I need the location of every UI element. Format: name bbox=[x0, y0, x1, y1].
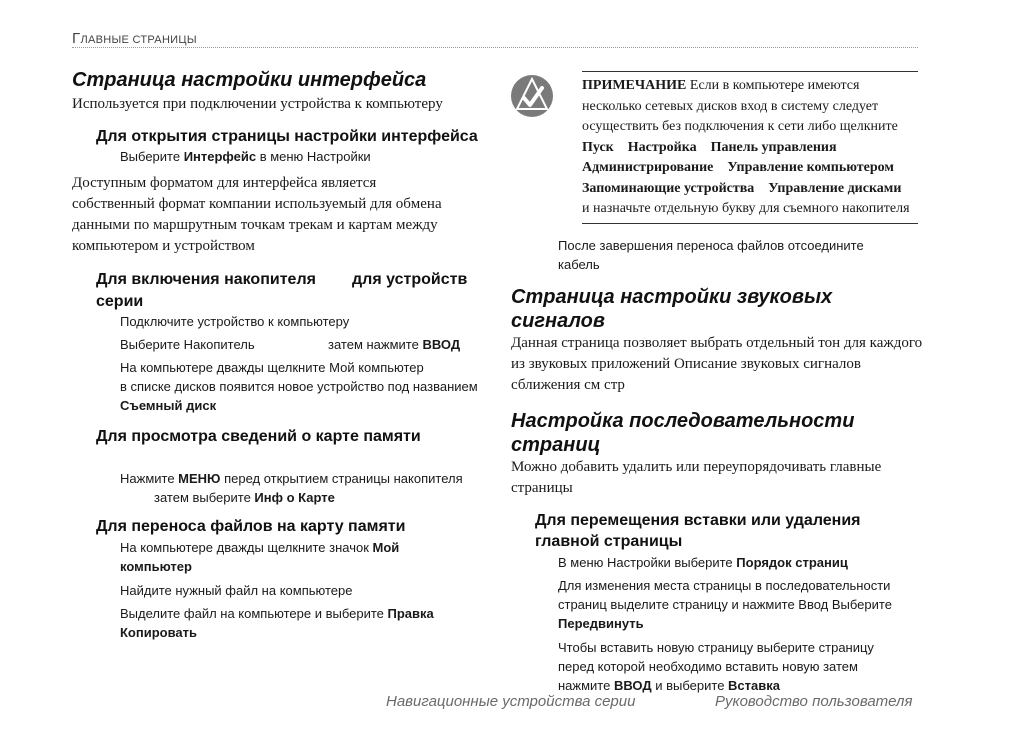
move-step-2b: страниц выделите страницу и нажмите Ввод Выберите bbox=[558, 597, 892, 612]
move-step-3a: Чтобы вставить новую страницу выберите страницу bbox=[558, 640, 874, 655]
note-line-7: и назначьте отдельную букву для съемного накопителя bbox=[582, 201, 910, 216]
sequence-body-line-2: страницы bbox=[511, 480, 573, 496]
transfer-heading: Для переноса файлов на карту памяти bbox=[96, 518, 406, 535]
storage-step-2a: Выберите Накопитель bbox=[120, 337, 255, 352]
card-info-step: Нажмите МЕНЮ перед открытием страницы накопителя bbox=[120, 471, 463, 486]
storage-step-3a: На компьютере дважды щелкните Мой компьютер bbox=[120, 360, 424, 375]
sequence-body-line-1: Можно добавить удалить или переупорядочивать главные bbox=[511, 459, 882, 475]
section-label: ГЛАВНЫЕ СТРАНИЦЫ bbox=[72, 30, 197, 47]
storage-step-3c: Съемный диск bbox=[120, 398, 217, 413]
note-line-3: осуществить без подключения к сети либо щелкните bbox=[582, 119, 898, 134]
move-step-3b: перед которой необходимо вставить новую затем bbox=[558, 659, 858, 674]
move-heading-line-2: главной страницы bbox=[535, 533, 683, 550]
sound-body-line-2: из звуковых приложений Описание звуковых сигналов bbox=[511, 356, 861, 372]
sequence-title-line-1: Настройка последовательности bbox=[511, 410, 855, 432]
interface-page-title: Страница настройки интерфейса bbox=[72, 69, 427, 91]
footer-user-guide: Руководство пользователя bbox=[715, 693, 913, 710]
transfer-step-1a: На компьютере дважды щелкните значок Мой bbox=[120, 540, 400, 555]
note-line-4: Пуск Настройка Панель управления bbox=[582, 139, 837, 155]
open-interface-step: Выберите Интерфейс в меню Настройки bbox=[120, 149, 371, 164]
storage-heading-a: Для включения накопителя bbox=[96, 271, 316, 288]
header-divider bbox=[72, 47, 918, 48]
footer-device-series: Навигационные устройства серии bbox=[386, 693, 636, 710]
note-text bbox=[582, 76, 918, 220]
move-step-3c: нажмите ВВОД и выберите Вставка bbox=[558, 678, 780, 693]
sequence-title-line-2: страниц bbox=[511, 434, 601, 456]
move-step-2a: Для изменения места страницы в последовательности bbox=[558, 578, 891, 593]
interface-subtitle: Используется при подключении устройства к компьютеру bbox=[72, 96, 443, 112]
transfer-step-3b: Копировать bbox=[120, 625, 198, 640]
transfer-step-1b: компьютер bbox=[120, 559, 192, 574]
checkmark-note-icon bbox=[510, 74, 554, 118]
interface-body-line-2: собственный формат компании используемый для обмена bbox=[72, 196, 442, 212]
storage-heading-b: для устройств bbox=[352, 271, 468, 288]
storage-step-2b: затем нажмите ВВОД bbox=[328, 337, 461, 352]
after-transfer-line-1: После завершения переноса файлов отсоедините bbox=[558, 238, 864, 253]
open-interface-heading: Для открытия страницы настройки интерфейса bbox=[96, 128, 478, 145]
note-line-2: несколько сетевых дисков вход в систему следует bbox=[582, 98, 879, 114]
sound-body-line-3: сближения см стр bbox=[511, 377, 625, 393]
sound-body-line-1: Данная страница позволяет выбрать отдельный тон для каждого bbox=[511, 335, 923, 351]
sound-title-line-1: Страница настройки звуковых bbox=[511, 286, 833, 308]
transfer-step-3a: Выделите файл на компьютере и выберите Правка bbox=[120, 606, 434, 621]
interface-body-line-4: компьютером и устройством bbox=[72, 238, 255, 254]
move-heading-line-1: Для перемещения вставки или удаления bbox=[535, 512, 861, 529]
storage-step-3b: в списке дисков появится новое устройство под названием bbox=[120, 379, 478, 394]
note-line-1: ПРИМЕЧАНИЕ Если в компьютере имеются bbox=[582, 78, 860, 93]
card-info-heading: Для просмотра сведений о карте памяти bbox=[96, 428, 421, 445]
transfer-step-2: Найдите нужный файл на компьютере bbox=[120, 583, 353, 598]
move-step-2c: Передвинуть bbox=[558, 616, 644, 631]
interface-body-line-3: данными по маршрутным точкам трекам и картам между bbox=[72, 217, 438, 233]
storage-heading-c: серии bbox=[96, 293, 144, 310]
sound-title-line-2: сигналов bbox=[511, 310, 605, 332]
after-transfer-line-2: кабель bbox=[558, 257, 600, 272]
move-step-1: В меню Настройки выберите Порядок страниц bbox=[558, 555, 848, 570]
storage-step-1: Подключите устройство к компьютеру bbox=[120, 314, 350, 329]
note-line-6: Запоминающие устройства Управление дисками bbox=[582, 180, 902, 196]
interface-body-line-1: Доступным форматом для интерфейса является bbox=[72, 175, 377, 191]
card-info-step-2: затем выберите Инф о Карте bbox=[154, 490, 335, 505]
note-line-5: Администрирование Управление компьютером bbox=[582, 160, 894, 175]
